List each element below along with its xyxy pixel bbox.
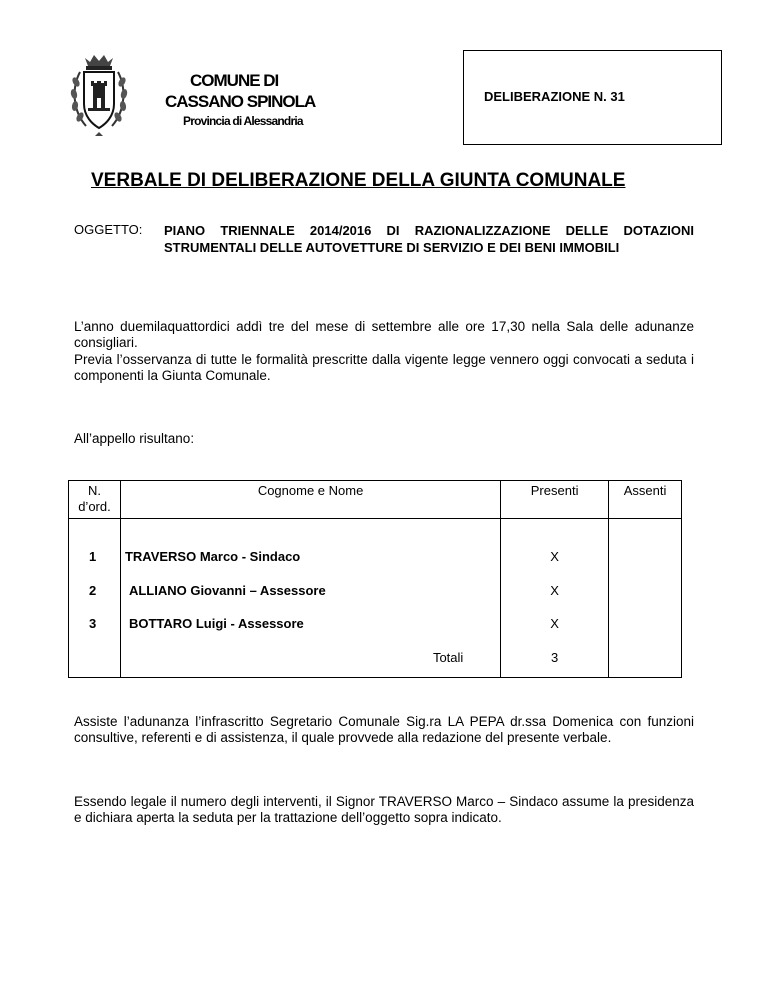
body-cell-names xyxy=(120,519,500,678)
header-number-line1: N. xyxy=(87,483,101,498)
deliberation-number-box xyxy=(463,50,722,145)
header-number-line2: d’ord. xyxy=(78,499,111,514)
row-name-2: ALLIANO Giovanni – Assessore xyxy=(128,583,326,598)
row-name-1: TRAVERSO Marco - Sindaco xyxy=(124,549,301,564)
attendance-table xyxy=(68,480,682,678)
row-name-3: BOTTARO Luigi - Assessore xyxy=(128,616,304,631)
body-cell-absent xyxy=(609,519,682,678)
row-present-1: X xyxy=(550,549,559,564)
municipality-name-line2: CASSANO SPINOLA xyxy=(165,92,316,111)
closing-paragraph-2: Essendo legale il numero degli interventi, il Signor TRAVERSO Marco – Sindaco assume la presidenza e dichiara aperta la seduta per la trattazione dell’oggetto sopra indicato. xyxy=(74,794,694,825)
header-cell-number xyxy=(69,481,121,519)
intro-paragraph-2: Previa l’osservanza di tutte le formalità prescritte dalla vigente legge vennero oggi convocati a seduta i componenti la Giunta Comunale. xyxy=(74,352,694,383)
document-title: VERBALE DI DELIBERAZIONE DELLA GIUNTA COMUNALE xyxy=(91,170,626,191)
closing-paragraph-1: Assiste l’adunanza l’infrascritto Segretario Comunale Sig.ra LA PEPA dr.ssa Domenica con funzioni consultive, referenti e di assistenza, il quale provvede alla redazione del presente verbale. xyxy=(74,714,694,745)
municipality-name-line1: COMUNE DI xyxy=(190,71,279,90)
header-cell-present: Presenti xyxy=(501,481,609,519)
intro-paragraph-1: L’anno duemilaquattordici addì tre del mese di settembre alle ore 17,30 nella Sala delle adunanze consigliari. xyxy=(74,319,694,350)
body-cell-present xyxy=(501,519,609,678)
row-number-2: 2 xyxy=(89,583,97,598)
subject-text: PIANO TRIENNALE 2014/2016 DI RAZIONALIZZAZIONE DELLE DOTAZIONI STRUMENTALI DELLE AUTOVETTURE DI SERVIZIO E DEI BENI IMMOBILI xyxy=(164,223,694,255)
row-present-3: X xyxy=(550,616,559,631)
subject-label: OGGETTO: xyxy=(74,222,143,237)
totals-label: Totali xyxy=(432,650,464,665)
row-number-1: 1 xyxy=(89,549,97,564)
table-header-row xyxy=(69,481,682,519)
row-number-3: 3 xyxy=(89,616,97,631)
roll-call-label: All’appello risultano: xyxy=(74,431,195,446)
header-cell-absent: Assenti xyxy=(609,481,682,519)
row-present-2: X xyxy=(550,583,559,598)
header-cell-name: Cognome e Nome xyxy=(120,481,500,519)
deliberation-number: DELIBERAZIONE N. 31 xyxy=(484,89,625,104)
province-name: Provincia di Alessandria xyxy=(183,114,303,128)
body-cell-numbers xyxy=(69,519,121,678)
table-body-row xyxy=(69,519,682,678)
coat-of-arms-logo xyxy=(68,52,130,136)
totals-present: 3 xyxy=(551,650,559,665)
